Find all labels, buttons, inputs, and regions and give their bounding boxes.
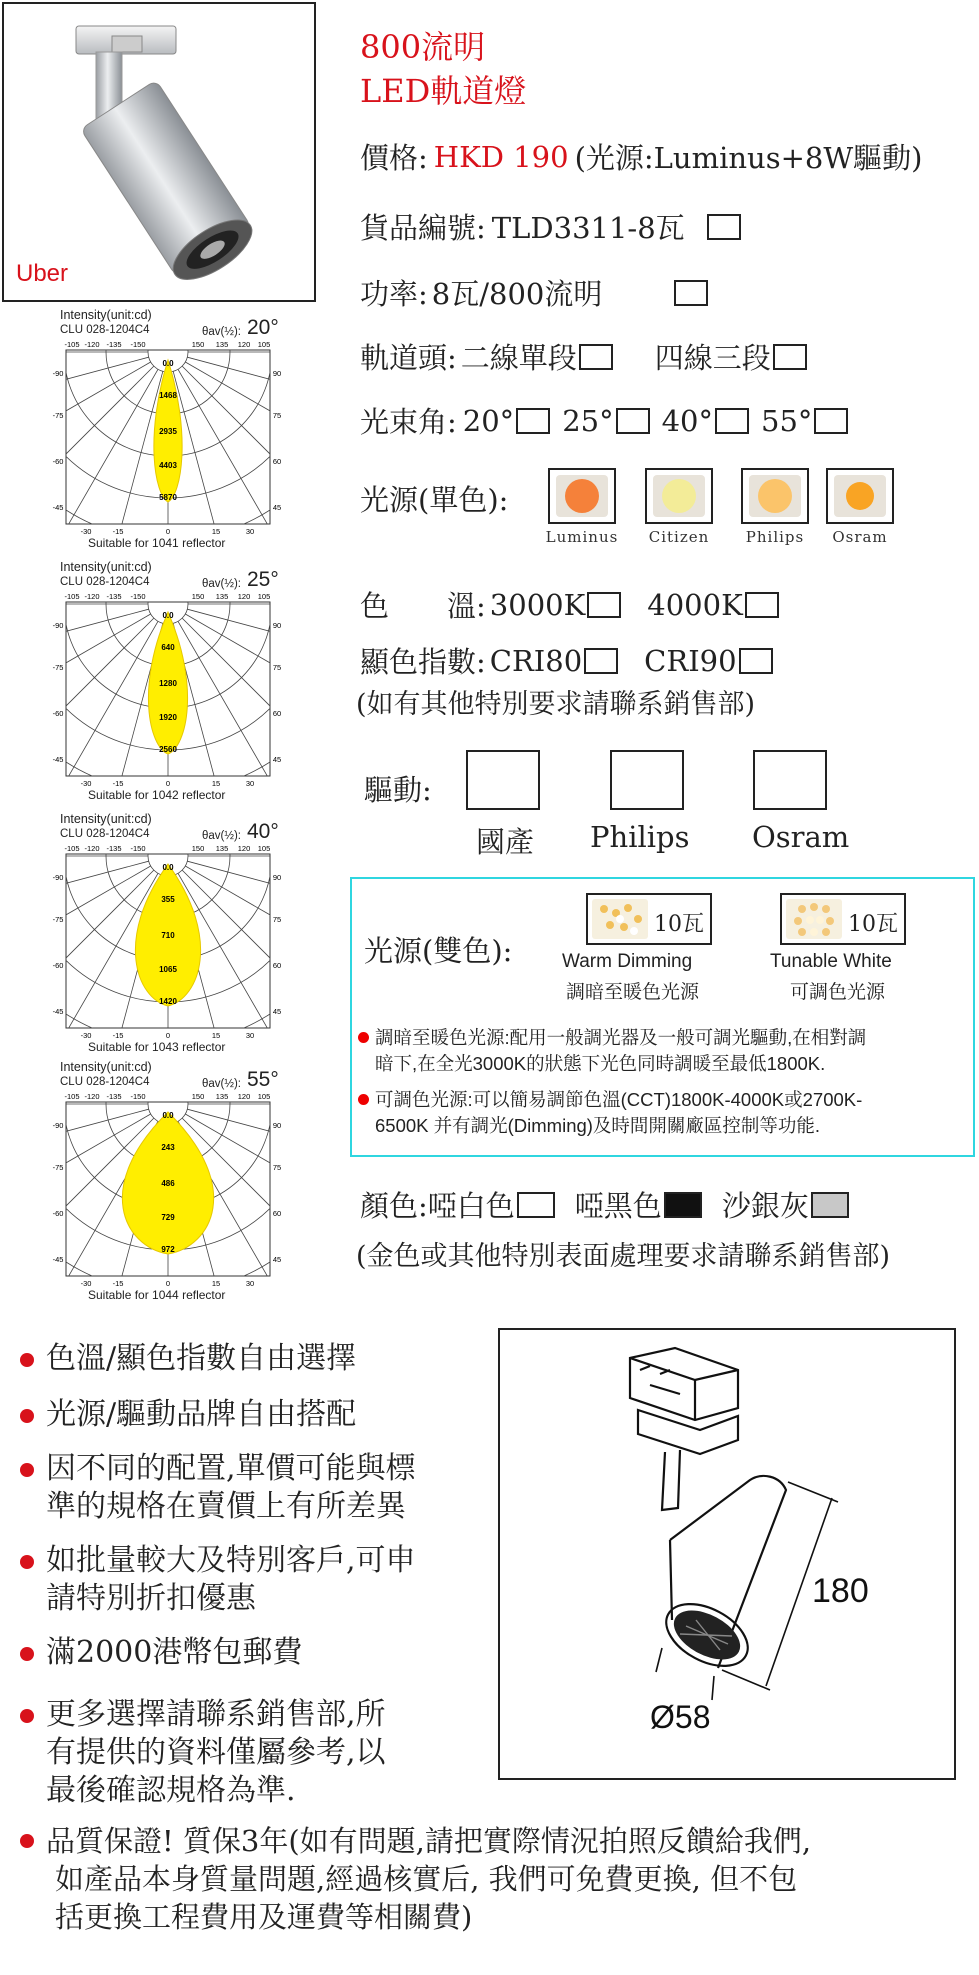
- polar-top-tick: -135: [106, 844, 122, 853]
- cri-90-checkbox[interactable]: [739, 648, 773, 674]
- body-color-row: [360, 1184, 849, 1225]
- polar-bottom-tick: 15: [211, 1031, 221, 1040]
- polar-right-tick: 90: [272, 621, 282, 630]
- polar-angle: 55°: [247, 1068, 279, 1091]
- polar-right-tick: 60: [272, 1209, 282, 1218]
- polar-left-tick: -90: [52, 1121, 64, 1130]
- chip-philips-label: Philips: [745, 528, 805, 546]
- polar-bottom-tick: 0: [165, 779, 171, 788]
- polar-value-label: 0.0: [162, 863, 174, 872]
- polar-top-tick: 150: [191, 844, 205, 853]
- chip-osram[interactable]: [826, 468, 894, 524]
- polar-bottom-tick: -15: [112, 527, 124, 536]
- polar-bottom-tick: 30: [245, 779, 255, 788]
- product-title-line1: 800流明: [360, 28, 486, 66]
- polar-right-tick: 75: [272, 411, 282, 420]
- warm-dimming-note: [358, 1025, 970, 1077]
- polar-top-tick: 120: [237, 1092, 251, 1101]
- note-bullet-1: [358, 1032, 369, 1043]
- tunable-white-en: Tunable White: [770, 951, 892, 972]
- polar-footer: Suitable for 1043 reflector: [88, 1040, 226, 1054]
- polar-bottom-tick: -15: [112, 779, 124, 788]
- color-temp-3000k: 3000K: [489, 587, 586, 622]
- polar-right-tick: 90: [272, 873, 282, 882]
- polar-value-label: 0.0: [162, 359, 174, 368]
- polar-bottom-tick: 30: [245, 527, 255, 536]
- feature-text: 光源/驅動品牌自由搭配: [46, 1397, 357, 1432]
- beam-angle-55-checkbox[interactable]: [814, 408, 848, 434]
- polar-top-tick: -135: [106, 340, 122, 349]
- price-row: [360, 136, 922, 177]
- polar-top-tick: -120: [84, 844, 100, 853]
- dual-color-panel: [350, 877, 975, 1157]
- polar-top-tick: 120: [237, 340, 251, 349]
- driver-philips-label: Philips: [590, 820, 690, 854]
- polar-value-label: 4403: [159, 461, 177, 470]
- polar-value-label: 1420: [159, 997, 177, 1006]
- body-color-white-checkbox[interactable]: [517, 1192, 555, 1218]
- beam-angle-20-checkbox[interactable]: [516, 408, 550, 434]
- polar-left-tick: -75: [52, 1163, 64, 1172]
- driver-label: 驅動:: [364, 773, 432, 807]
- body-color-silver-checkbox[interactable]: [811, 1192, 849, 1218]
- chip-philips-swatch: [749, 475, 801, 517]
- body-color-silver: 沙銀灰: [721, 1189, 809, 1223]
- feature-bullet: [20, 1409, 34, 1423]
- power-value: 8瓦/800流明: [431, 277, 603, 311]
- color-temp-label-b: 溫:: [447, 589, 486, 623]
- price-label: 價格:: [360, 141, 428, 175]
- beam-angle-row: [360, 400, 848, 441]
- polar-top-tick: -105: [64, 844, 80, 853]
- warm-dimming-watt: 10瓦: [654, 912, 704, 937]
- polar-left-tick: -75: [52, 663, 64, 672]
- polar-footer: Suitable for 1041 reflector: [88, 536, 226, 550]
- chip-osram-swatch: [834, 475, 886, 517]
- note-bullet-2: [358, 1094, 369, 1105]
- power-label: 功率:: [360, 277, 428, 311]
- polar-right-tick: 45: [272, 755, 282, 764]
- feature-bullet: [20, 1709, 34, 1723]
- polar-chart: [52, 812, 282, 1052]
- polar-top-tick: 105: [257, 340, 271, 349]
- price-note: (光源:Luminus+8W驅動): [574, 141, 923, 175]
- polar-plot: [52, 844, 282, 1040]
- feature-item: [20, 1450, 416, 1526]
- polar-left-tick: -45: [52, 755, 64, 764]
- driver-osram-checkbox[interactable]: [753, 750, 827, 810]
- beam-angle-label: 光束角:: [360, 405, 457, 439]
- polar-value-label: 0.0: [162, 611, 174, 620]
- beam-angle-20: 20°: [462, 403, 515, 438]
- feature-item: [20, 1696, 386, 1810]
- feature-text: 如批量較大及特別客戶,可申 請特別折扣優惠: [46, 1543, 416, 1616]
- special-request-note: (如有其他特別要求請聯系銷售部): [356, 689, 756, 720]
- warm-dimming-chip-image: [592, 899, 648, 939]
- polar-top-tick: 135: [215, 592, 229, 601]
- polar-plot: [52, 340, 282, 536]
- color-temp-4000k-checkbox[interactable]: [745, 592, 779, 618]
- chip-citizen[interactable]: [645, 468, 713, 524]
- polar-top-tick: -105: [64, 1092, 80, 1101]
- cri-80: CRI80: [489, 643, 583, 678]
- polar-top-tick: 150: [191, 1092, 205, 1101]
- item-no-label: 貨品編號:: [360, 211, 486, 245]
- polar-right-tick: 60: [272, 457, 282, 466]
- polar-bottom-tick: 15: [211, 527, 221, 536]
- chip-philips[interactable]: [741, 468, 809, 524]
- polar-right-tick: 45: [272, 1007, 282, 1016]
- polar-top-tick: 135: [215, 844, 229, 853]
- polar-header: Intensity(unit:cd): [60, 308, 152, 322]
- polar-chart: [52, 308, 282, 548]
- beam-angle-40: 40°: [661, 403, 713, 438]
- color-temp-4000k: 4000K: [647, 587, 743, 622]
- feature-text: 因不同的配置,單價可能與標 準的規格在賣價上有所差異: [46, 1451, 416, 1524]
- polar-value-label: 243: [161, 1143, 175, 1152]
- polar-top-tick: 150: [191, 592, 205, 601]
- track-light-image: [4, 4, 314, 300]
- polar-left-tick: -90: [52, 621, 64, 630]
- polar-value-label: 1065: [159, 965, 177, 974]
- chip-osram-label: Osram: [832, 528, 888, 546]
- polar-value-label: 0.0: [162, 1111, 174, 1120]
- item-no-checkbox[interactable]: [707, 214, 741, 240]
- polar-plot: [52, 1092, 282, 1288]
- polar-bottom-tick: -15: [112, 1031, 124, 1040]
- polar-value-label: 2560: [159, 745, 177, 754]
- polar-bottom-tick: 15: [211, 779, 221, 788]
- product-title-line2: LED軌道燈: [360, 72, 527, 110]
- polar-bottom-tick: -30: [80, 527, 92, 536]
- driver-domestic-checkbox[interactable]: [466, 750, 540, 810]
- track-light-line-drawing: [500, 1330, 954, 1778]
- polar-value-label: 972: [161, 1245, 175, 1254]
- polar-top-tick: 105: [257, 592, 271, 601]
- power-row: [360, 272, 708, 313]
- polar-top-tick: 150: [191, 340, 205, 349]
- track-head-row: [360, 336, 807, 377]
- polar-bottom-tick: -30: [80, 779, 92, 788]
- polar-footer: Suitable for 1042 reflector: [88, 788, 226, 802]
- polar-plot: [52, 592, 282, 788]
- price-value: HKD 190: [433, 139, 569, 174]
- polar-bottom-tick: 0: [165, 527, 171, 536]
- polar-left-tick: -60: [52, 961, 64, 970]
- brand-tag: Uber: [16, 260, 69, 287]
- polar-left-tick: -45: [52, 1007, 64, 1016]
- polar-value-label: 1920: [159, 713, 177, 722]
- polar-top-tick: 105: [257, 1092, 271, 1101]
- cri-label: 顯色指數:: [360, 645, 486, 679]
- polar-value-label: 2935: [159, 427, 177, 436]
- warm-dimming-zh: 調暗至暖色光源: [566, 982, 700, 1003]
- power-checkbox[interactable]: [674, 280, 708, 306]
- chip-luminus[interactable]: [548, 468, 616, 524]
- polar-right-tick: 75: [272, 915, 282, 924]
- polar-value-label: 710: [161, 931, 175, 940]
- track-head-opt1: 二線單段: [460, 341, 577, 375]
- polar-bottom-tick: 30: [245, 1031, 255, 1040]
- polar-top-tick: -120: [84, 1092, 100, 1101]
- dimension-diameter: Ø58: [650, 1699, 711, 1735]
- polar-value-label: 355: [161, 895, 175, 904]
- feature-item: [20, 1340, 356, 1378]
- polar-angle-label: θav(½):: [202, 326, 241, 338]
- driver-osram-label: Osram: [752, 820, 850, 854]
- polar-top-tick: -135: [106, 592, 122, 601]
- polar-value-label: 640: [161, 643, 175, 652]
- tunable-white-note-line2: 6500K 并有調光(Dimming)及時間開關廠區控制等功能.: [375, 1115, 821, 1136]
- tunable-white-chip-image: [786, 899, 842, 939]
- color-temp-3000k-checkbox[interactable]: [587, 592, 621, 618]
- light-source-single-label: 光源(單色):: [360, 483, 509, 517]
- color-temp-label-a: 色: [360, 589, 390, 623]
- tunable-white-chip[interactable]: [780, 893, 906, 945]
- polar-bottom-tick: 30: [245, 1279, 255, 1288]
- beam-angle-55: 55°: [761, 403, 813, 438]
- dual-color-label: 光源(雙色):: [364, 934, 513, 968]
- polar-chart: [52, 560, 282, 800]
- polar-model: CLU 028-1204C4: [60, 828, 150, 840]
- color-temp-row: [360, 584, 779, 625]
- feature-bullet: [20, 1647, 34, 1661]
- polar-value-label: 486: [161, 1179, 175, 1188]
- polar-angle-label: θav(½):: [202, 1078, 241, 1090]
- feature-item: [20, 1396, 356, 1434]
- polar-model: CLU 028-1204C4: [60, 324, 150, 336]
- warranty-line3: 括更換工程費用及運費等相關費): [55, 1900, 473, 1934]
- polar-angle-label: θav(½):: [202, 578, 241, 590]
- warranty-bullet: [20, 1834, 34, 1848]
- polar-top-tick: -105: [64, 592, 80, 601]
- chip-luminus-swatch: [556, 475, 608, 517]
- warranty-line2: 如產品本身質量問題,經過核實后, 我們可免費更換, 但不包: [55, 1862, 798, 1896]
- cri-row: [360, 640, 773, 681]
- polar-left-tick: -75: [52, 915, 64, 924]
- warranty-line1: 品質保證! 質保3年(如有問題,請把實際情況拍照反饋給我們,: [46, 1824, 812, 1858]
- polar-top-tick: -135: [106, 1092, 122, 1101]
- beam-angle-40-checkbox[interactable]: [715, 408, 749, 434]
- feature-bullet: [20, 1555, 34, 1569]
- polar-header: Intensity(unit:cd): [60, 560, 152, 574]
- polar-value-label: 729: [161, 1213, 175, 1222]
- feature-text: 色溫/顯色指數自由選擇: [46, 1341, 357, 1376]
- polar-header: Intensity(unit:cd): [60, 1060, 152, 1074]
- polar-top-tick: -150: [130, 592, 146, 601]
- polar-angle: 25°: [247, 568, 279, 591]
- polar-right-tick: 75: [272, 1163, 282, 1172]
- warm-dimming-note-line2: 暗下,在全光3000K的狀態下光色同時調暖至最低1800K.: [375, 1053, 826, 1074]
- polar-left-tick: -90: [52, 873, 64, 882]
- track-head-opt2-checkbox[interactable]: [773, 344, 807, 370]
- body-color-black-checkbox[interactable]: [664, 1192, 702, 1218]
- tunable-white-note: [358, 1087, 970, 1139]
- body-color-black: 啞黑色: [574, 1189, 662, 1223]
- chip-citizen-label: Citizen: [648, 528, 710, 546]
- polar-angle-label: θav(½):: [202, 830, 241, 842]
- polar-angle: 40°: [247, 820, 279, 843]
- polar-bottom-tick: 0: [165, 1279, 171, 1288]
- polar-top-tick: -120: [84, 592, 100, 601]
- polar-top-tick: 135: [215, 1092, 229, 1101]
- tunable-white-watt: 10瓦: [848, 912, 898, 937]
- dimension-drawing: [498, 1328, 956, 1780]
- feature-item: [20, 1634, 302, 1672]
- polar-left-tick: -60: [52, 1209, 64, 1218]
- polar-right-tick: 60: [272, 709, 282, 718]
- polar-top-tick: -150: [130, 1092, 146, 1101]
- polar-left-tick: -45: [52, 1255, 64, 1264]
- polar-footer: Suitable for 1044 reflector: [88, 1288, 226, 1302]
- polar-value-label: 1280: [159, 679, 177, 688]
- polar-angle: 20°: [247, 316, 279, 339]
- finish-note: (金色或其他特別表面處理要求請聯系銷售部): [356, 1241, 891, 1272]
- feature-bullet: [20, 1353, 34, 1367]
- polar-right-tick: 90: [272, 1121, 282, 1130]
- warm-dimming-chip[interactable]: [586, 893, 712, 945]
- polar-left-tick: -45: [52, 503, 64, 512]
- polar-bottom-tick: -30: [80, 1279, 92, 1288]
- polar-model: CLU 028-1204C4: [60, 1076, 150, 1088]
- product-photo: [2, 2, 316, 302]
- driver-domestic-label: 國產: [476, 825, 535, 859]
- polar-top-tick: -105: [64, 340, 80, 349]
- polar-left-tick: -60: [52, 709, 64, 718]
- body-color-label: 顏色:: [360, 1189, 428, 1223]
- feature-text: 更多選擇請聯系銷售部,所 有提供的資料僅屬參考,以 最後確認規格為準.: [46, 1697, 386, 1808]
- polar-top-tick: 105: [257, 844, 271, 853]
- polar-model: CLU 028-1204C4: [60, 576, 150, 588]
- polar-value-label: 5870: [159, 493, 177, 502]
- cri-80-checkbox[interactable]: [584, 648, 618, 674]
- item-no-row: [360, 206, 741, 247]
- polar-bottom-tick: 0: [165, 1031, 171, 1040]
- feature-item: [20, 1542, 416, 1618]
- polar-right-tick: 75: [272, 663, 282, 672]
- tunable-white-zh: 可調色光源: [790, 982, 886, 1003]
- polar-top-tick: 135: [215, 340, 229, 349]
- polar-right-tick: 45: [272, 503, 282, 512]
- polar-right-tick: 45: [272, 1255, 282, 1264]
- polar-top-tick: -150: [130, 340, 146, 349]
- driver-philips-checkbox[interactable]: [610, 750, 684, 810]
- chip-luminus-label: Luminus: [545, 528, 619, 546]
- polar-right-tick: 60: [272, 961, 282, 970]
- tunable-white-note-line1: 可調色光源:可以簡易調節色溫(CCT)1800K-4000K或2700K-: [375, 1089, 863, 1110]
- polar-top-tick: 120: [237, 844, 251, 853]
- dimension-length: 180: [812, 1572, 869, 1610]
- warm-dimming-note-line1: 調暗至暖色光源:配用一般調光器及一般可調光驅動,在相對調: [375, 1027, 867, 1048]
- polar-header: Intensity(unit:cd): [60, 812, 152, 826]
- feature-bullet: [20, 1463, 34, 1477]
- feature-text: 滿2000港幣包郵費: [46, 1635, 303, 1670]
- polar-bottom-tick: 15: [211, 1279, 221, 1288]
- polar-chart: [52, 1060, 282, 1300]
- beam-angle-25: 25°: [562, 403, 614, 438]
- polar-top-tick: -150: [130, 844, 146, 853]
- polar-value-label: 1468: [159, 391, 177, 400]
- warranty-block: [20, 1822, 811, 1936]
- polar-left-tick: -60: [52, 457, 64, 466]
- track-head-label: 軌道頭:: [360, 341, 457, 375]
- polar-left-tick: -90: [52, 369, 64, 378]
- item-no-value: TLD3311-8瓦: [491, 211, 685, 245]
- body-color-white: 啞白色: [427, 1189, 515, 1223]
- polar-top-tick: 120: [237, 592, 251, 601]
- chip-citizen-swatch: [653, 475, 705, 517]
- cri-90: CRI90: [644, 643, 737, 678]
- polar-left-tick: -75: [52, 411, 64, 420]
- polar-bottom-tick: -15: [112, 1279, 124, 1288]
- track-head-opt1-checkbox[interactable]: [579, 344, 613, 370]
- beam-angle-25-checkbox[interactable]: [616, 408, 650, 434]
- track-head-opt2: 四線三段: [654, 341, 771, 375]
- polar-top-tick: -120: [84, 340, 100, 349]
- polar-right-tick: 90: [272, 369, 282, 378]
- polar-bottom-tick: -30: [80, 1031, 92, 1040]
- warm-dimming-en: Warm Dimming: [562, 951, 693, 972]
